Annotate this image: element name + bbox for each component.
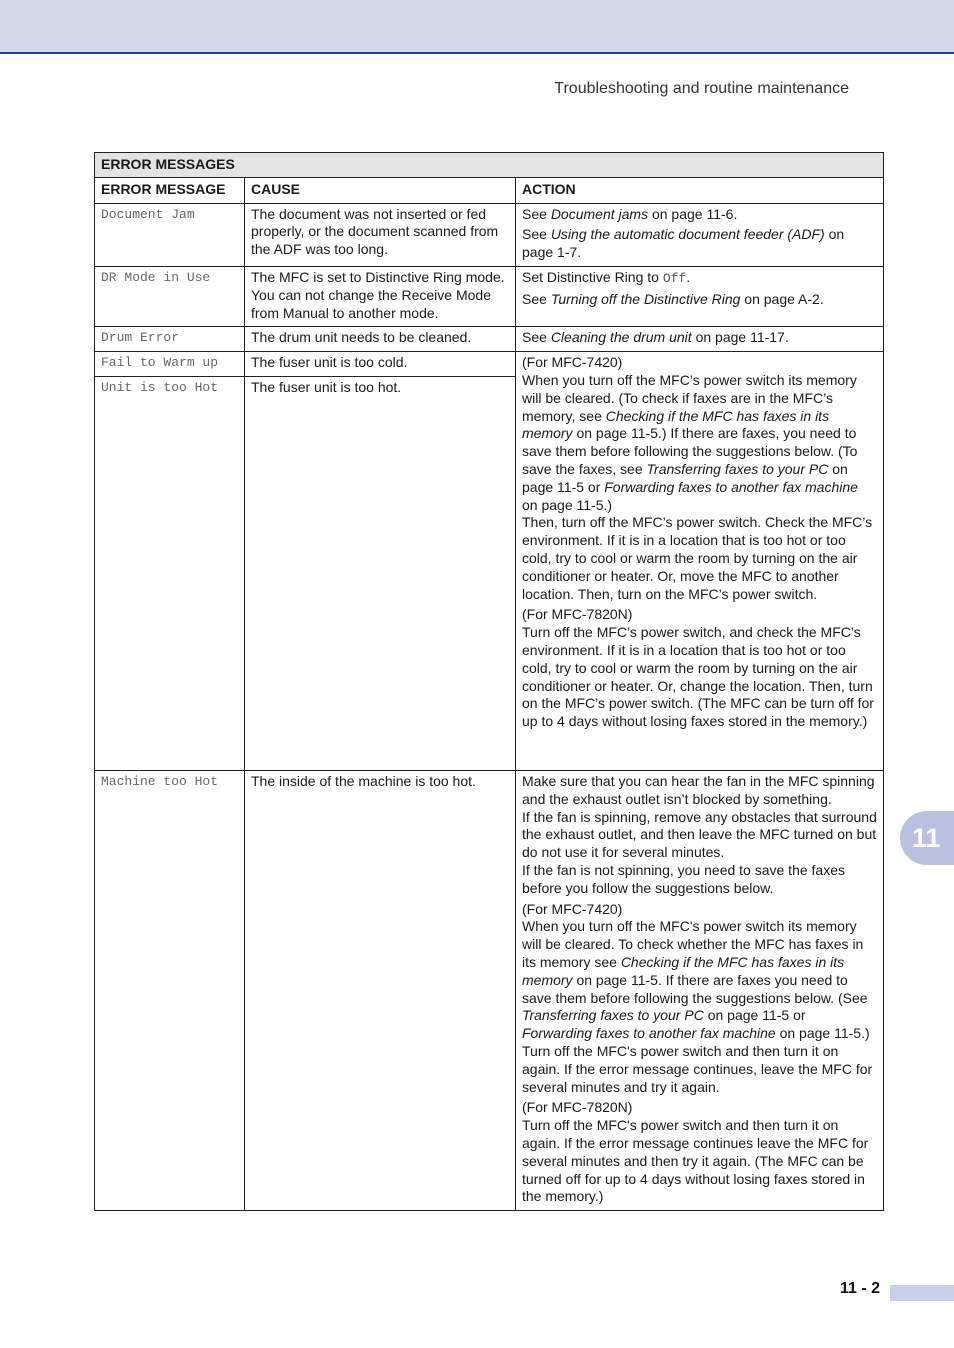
cause-text: The document was not inserted or fed properly, or the document scanned from the ADF was too long. [245,203,516,266]
error-message-unit-too-hot: Unit is too Hot [95,376,245,770]
table-row [95,352,884,377]
action-text [516,770,884,1210]
action-paragraph: (For MFC-7820N) Turn off the MFC’s power switch, and check the MFC’s environment. If it is in a location that is too hot or too cold, try to cool or warm the room by turning on the air conditioner or heater. Or, change the location. Then, turn on the MFC’s power switch. (The MFC can be turn off for up to 4 days without losing faxes stored in the memory.) [522,606,874,730]
cross-reference: Transferring faxes to your PC [522,1007,704,1024]
action-paragraph: See Turning off the Distinctive Ring on page A-2. [522,290,824,307]
cause-text: The fuser unit is too hot. [245,376,516,770]
cross-reference: Transferring faxes to your PC [646,460,829,477]
table-row [95,770,884,1210]
page-number: 11 - 2 [839,1280,880,1297]
cross-reference: Using the automatic document feeder (ADF) [550,226,825,243]
cross-reference: Turning off the Distinctive Ring [550,290,741,307]
action-paragraph: See Using the automatic document feeder (ADF) on page 1-7. [522,226,845,261]
action-paragraph: Make sure that you can hear the fan in the MFC spinning and the exhaust outlet isn’t blocked by something. If the fan is spinning, remove any obstacles that surround the exhaust outlet, and then leave the MFC turned on but do not use it for several minutes. If the fan is not spinning, you need to save the faxes before you follow the suggestions below. [522,772,877,896]
cross-reference: Checking if the MFC has faxes in its memory [522,407,830,442]
table-row [95,266,884,326]
cross-reference: Checking if the MFC has faxes in its memory [522,953,845,988]
cause-text: The fuser unit is too cold. [245,352,516,377]
cause-text: The inside of the machine is too hot. [245,770,516,1210]
table-row [95,327,884,352]
action-paragraph: See Document jams on page 11-6. [522,205,738,222]
table-title: ERROR MESSAGES [95,153,884,178]
running-title: Troubleshooting and routine maintenance [554,80,849,97]
action-paragraph: (For MFC-7420) When you turn off the MFC’s power switch its memory will be cleared. (To check if faxes are in the MFC’s memory, see Checking if the MFC has faxes in its memory on page 11-5.) If there are faxes, you need to save them before following the suggestions below. (To save the faxes, see Transferring faxes to your PC on page 11-5 or Forwarding faxes to another fax machine on page 11-5.) Then, turn off the MFC’s power switch. Check the MFC’s environment. If it is in a location that is too hot or too cold, try to cool or warm the room by turning on the air conditioner or heater. Or, move the MFC to another location. Then, turn on the MFC’s power switch. [522,354,873,602]
action-paragraph: (For MFC-7420) When you turn off the MFC's power switch its memory will be cleared. To check whether the MFC has faxes in its memory see Checking if the MFC has faxes in its memory on page 11-5. If there are faxes you need to save them before following the suggestions below. (See Transferring faxes to your PC on page 11-5 or Forwarding faxes to another fax machine on page 11-5.) Turn off the MFC's power switch and then turn it on again. If the error message continues, leave the MFC for several minutes and try it again. [522,900,873,1095]
action-paragraph: (For MFC-7820N) Turn off the MFC's power switch and then turn it on again. If the error message continues leave the MFC for several minutes and then try it again. (The MFC can be turned off for up to 4 days without losing faxes stored in the memory.) [522,1099,869,1205]
cross-reference: Cleaning the drum unit [550,329,692,346]
action-paragraph: Set Distinctive Ring to Off. [522,268,691,286]
shared-action-text [516,352,884,771]
error-message-drum-error: Drum Error [95,327,245,352]
error-messages-table [94,152,884,1211]
table-row [95,203,884,266]
header-band [0,0,954,54]
action-paragraph: See Cleaning the drum unit on page 11-17. [522,329,789,346]
error-message-fail-to-warm-up: Fail to Warm up [95,352,245,377]
error-message-dr-mode: DR Mode in Use [95,266,245,326]
action-text [516,266,884,326]
footer-band [890,1285,954,1301]
action-text [516,327,884,352]
cross-reference: Forwarding faxes to another fax machine [522,1025,776,1042]
cause-text: The drum unit needs to be cleaned. [245,327,516,352]
column-header-error-message: ERROR MESSAGE [95,177,245,203]
column-header-action: ACTION [516,177,884,203]
column-header-cause: CAUSE [245,177,516,203]
setting-value: Off [662,270,687,286]
error-message-document-jam: Document Jam [95,203,245,266]
error-message-machine-too-hot: Machine too Hot [95,770,245,1210]
chapter-tab: 11 [900,811,954,865]
cause-text: The MFC is set to Distinctive Ring mode. You can not change the Receive Mode from Manual to another mode. [245,266,516,326]
cross-reference: Forwarding faxes to another fax machine [604,478,858,495]
action-text [516,203,884,266]
cross-reference: Document jams [550,205,649,222]
